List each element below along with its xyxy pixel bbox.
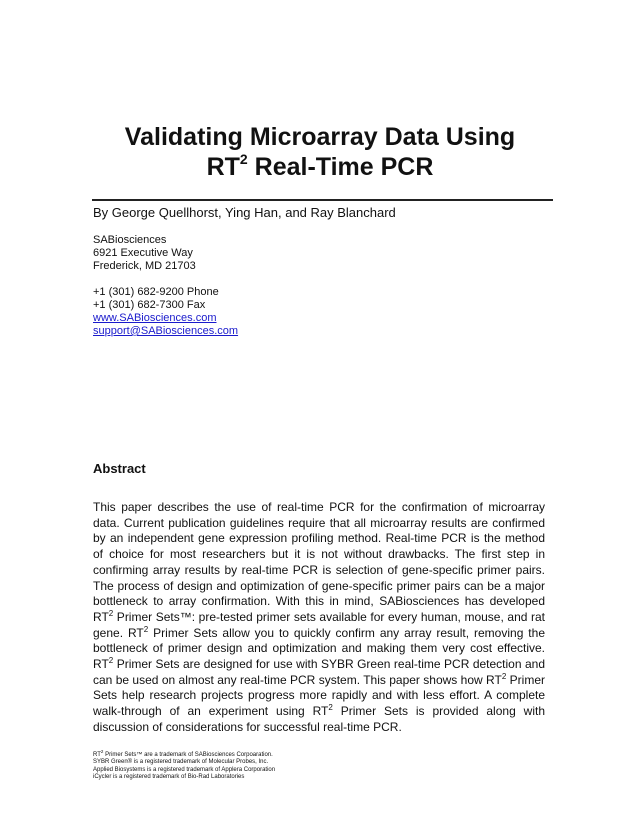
superscript-2: 2 — [328, 703, 333, 713]
abstract-text-3: Primer Sets allow you to quickly confirm any array result, removing the bottleneck of primer design and optimization and making them very cost effective. RT — [93, 625, 545, 672]
abstract-text-2: Primer Sets™: pre-tested primer sets available for every human, mouse, and rat gene. RT — [93, 609, 545, 640]
superscript-2: 2 — [108, 608, 114, 618]
abstract-heading: Abstract — [93, 461, 146, 476]
footnote-icycler: iCycler is a registered trademark of Bio-Rad Laboratories — [93, 774, 245, 781]
author-line: By George Quellhorst, Ying Han, and Ray Blanchard — [93, 205, 396, 220]
footnote-rt2-prefix: RT — [93, 752, 101, 758]
paper-title — [60, 122, 580, 182]
superscript-2: 2 — [143, 624, 149, 634]
email-link[interactable]: support@SABiosciences.com — [93, 325, 239, 337]
footnote-rt2-suffix: Primer Sets™ are a trademark of SABiosciences Corpoaration. — [103, 752, 273, 758]
footnote-applied-biosystems: Applied Biosystems is a registered trademark of Applera Corporation — [93, 766, 276, 773]
title-divider — [92, 199, 553, 201]
phone-number: +1 (301) 682-9200 Phone — [93, 286, 219, 298]
company-name: SABiosciences — [93, 234, 167, 246]
abstract-text-6: Primer Sets is provided along with discussion of considerations for successful real-time PCR. — [93, 704, 545, 734]
title-line-2-prefix: RT — [206, 153, 240, 181]
city-state-zip: Frederick, MD 21703 — [93, 260, 196, 272]
title-line-1: Validating Microarray Data Using — [124, 123, 516, 151]
contact-block — [93, 234, 238, 338]
website-link[interactable]: www.SABiosciences.com — [93, 312, 217, 324]
superscript-2: 2 — [501, 671, 507, 681]
fax-number: +1 (301) 682-7300 Fax — [93, 299, 206, 311]
superscript-2: 2 — [108, 656, 114, 666]
trademark-footnotes — [93, 749, 276, 782]
abstract-text-4: Primer Sets are designed for use with SYBR Green real-time PCR detection and can be used on almost any real-time PCR system. This paper shows how RT — [93, 657, 545, 687]
footnote-superscript: 2 — [100, 749, 104, 754]
abstract-paragraph — [93, 500, 545, 736]
footnote-sybr: SYBR Green® is a registered trademark of Molecular Probes, Inc. — [93, 759, 269, 766]
title-superscript: 2 — [239, 150, 248, 167]
abstract-text-1: This paper describes the use of real-time PCR for the confirmation of microarray data. Current publication guidelines require that all microarray results are confirmed by an independent gene expression profiling method. Real-time PCR is the method of choice for most researchers but it is not without drawbacks. The first step in confirming array results by real-time PCR is selection of gene-specific primer pairs. The process of design and optimization of gene-specific primer pairs can be a major bottleneck to array confirmation. With this in mind, SABiosciences has developed RT — [93, 500, 545, 624]
title-line-2-suffix: Real-Time PCR — [247, 153, 434, 181]
spacer — [93, 273, 238, 286]
street-address: 6921 Executive Way — [93, 247, 193, 259]
abstract-text-5: Primer Sets help research projects progress more rapidly and with less effort. A complete walk-through of an experiment using RT — [93, 672, 545, 719]
